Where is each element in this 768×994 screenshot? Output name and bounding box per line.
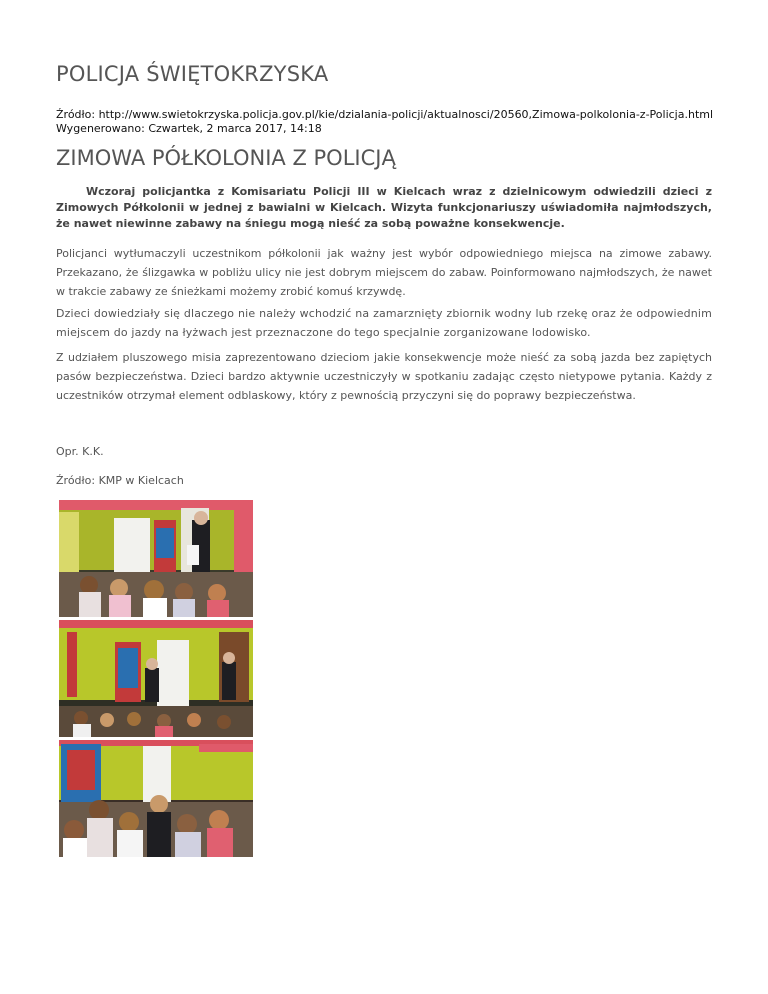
article-paragraph-2: Dzieci dowiedziały się dlaczego nie należy wchodzić na zamarznięty zbiornik wodny lub rzekę oraz że odpowiednim miejscem do jazdy na łyżwach jest przeznaczone do tego specjalnie zorganizowane lodowisko.: [56, 307, 712, 339]
article-paragraph-1: Policjanci wytłumaczyli uczestnikom półkolonii jak ważny jest wybór odpowiedniego miejsca na zimowe zabawy. Przekazano, że ślizgawka w pobliżu ulicy nie jest dobrym miejscem do zabaw. Poinformowano najmłodszych, że nawet w trakcie zabawy ze śnieżkami możemy zrobić komuś krzywdę.: [56, 247, 712, 298]
photo-gallery: [59, 500, 253, 860]
photo-1: [59, 500, 253, 617]
generated-date: Wygenerowano: Czwartek, 2 marca 2017, 14:18: [56, 122, 322, 135]
article-paragraph-3: Z udziałem pluszowego misia zaprezentowano dzieciom jakie konsekwencje może nieść za sobą jazda bez zapiętych pasów bezpieczeństwa. Dzieci bardzo aktywnie uczestniczyły w spotkaniu zadając często nietypowe pytania. Każdy z uczestników otrzymał element odblaskowy, który z pewnością przyczyni się do poprawy bezpieczeństwa.: [56, 351, 712, 402]
article-author: Opr. K.K.: [56, 445, 104, 458]
photo-2: [59, 620, 253, 737]
document-meta: [56, 108, 713, 136]
article-lead: Wczoraj policjantka z Komisariatu Policji III w Kielcach wraz z dzielnicowym odwiedzili dzieci z Zimowych Półkolonii w jednej z bawialni w Kielcach. Wizyta funkcjonariuszy uświadomiła najmłodszych, że nawet niewinne zabawy na śniegu mogą nieść za sobą poważne konsekwencje.: [56, 185, 712, 230]
article-source: Źródło: KMP w Kielcach: [56, 474, 184, 487]
source-url: Źródło: http://www.swietokrzyska.policja.gov.pl/kie/dzialania-policji/aktualnosci/20560,Zimowa-polkolonia-z-Policja.html: [56, 108, 714, 121]
site-title: POLICJA ŚWIĘTOKRZYSKA: [56, 62, 329, 86]
article-title: ZIMOWA PÓŁKOLONIA Z POLICJĄ: [56, 146, 396, 170]
photo-3: [59, 740, 253, 857]
